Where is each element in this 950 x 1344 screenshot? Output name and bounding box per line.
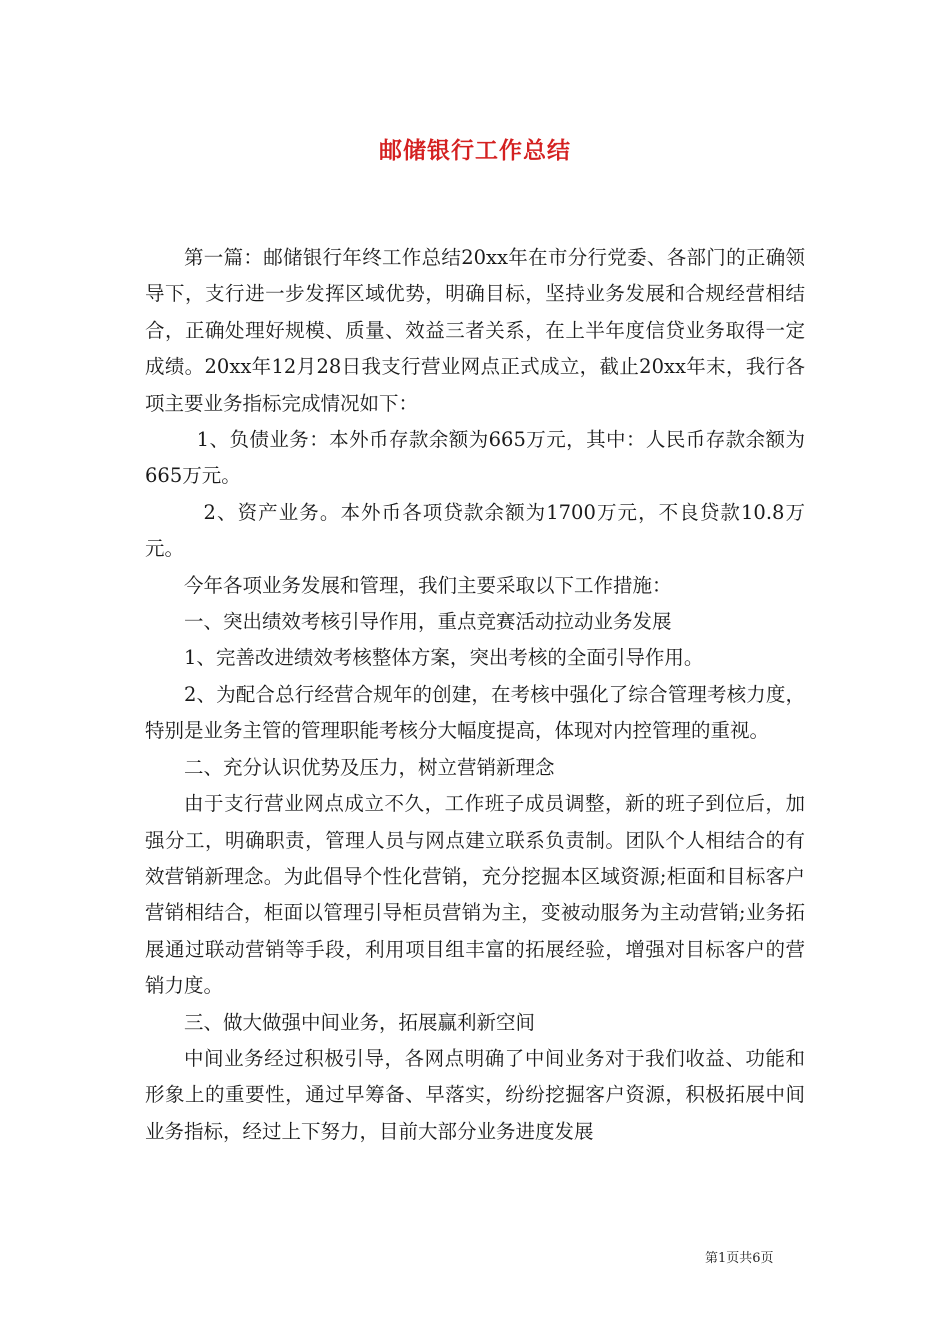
document-title: 邮储银行工作总结 — [379, 138, 571, 164]
paragraph-intro: 第一篇：邮储银行年终工作总结20xx年在市分行党委、各部门的正确领导下，支行进一步发挥区域优势，明确目标，坚持业务发展和合规经营相结合，正确处理好规模、质量、效益三者关系，在上半年度信贷业务取得一定成绩。20xx年12月28日我支行营业网点正式成立，截止20xx年末，我行各项主要业务指标完成情况如下： — [145, 246, 805, 415]
paragraph-liability: 1、负债业务：本外币存款余额为665万元，其中：人民币存款余额为665万元。 — [145, 428, 805, 488]
page-number: 第1页共6页 — [705, 1251, 774, 1266]
heading-section-1: 一、突出绩效考核引导作用，重点竞赛活动拉动业务发展 — [184, 610, 672, 634]
paragraph-item-1: 1、完善改进绩效考核整体方案，突出考核的全面引导作用。 — [184, 646, 704, 670]
heading-section-3: 三、做大做强中间业务，拓展赢利新空间 — [184, 1010, 536, 1034]
paragraph-marketing: 由于支行营业网点成立不久，工作班子成员调整，新的班子到位后，加强分工，明确职责，管理人员与网点建立联系负责制。团队个人相结合的有效营销新理念。为此倡导个性化营销，充分挖掘本区域资源;柜面和目标客户营销相结合，柜面以管理引导柜员营销为主，变被动服务为主动营销;业务拓展通过联动营销等手段，利用项目组丰富的拓展经验，增强对目标客户的营销力度。 — [145, 792, 805, 998]
document-body — [145, 240, 805, 1150]
paragraph-intermediate: 中间业务经过积极引导，各网点明确了中间业务对于我们收益、功能和形象上的重要性，通过早筹备、早落实，纷纷挖掘客户资源，积极拓展中间业务指标，经过上下努力，目前大部分业务进度发展 — [145, 1046, 805, 1143]
paragraph-assets: 2、资产业务。本外币各项贷款余额为1700万元，不良贷款10.8万元。 — [145, 500, 805, 561]
heading-section-2: 二、充分认识优势及压力，树立营销新理念 — [184, 755, 555, 779]
paragraph-measures-intro: 今年各项业务发展和管理，我们主要采取以下工作措施： — [184, 573, 672, 597]
paragraph-item-2: 2、为配合总行经营合规年的创建，在考核中强化了综合管理考核力度，特别是业务主管的管理职能考核分大幅度提高，体现对内控管理的重视。 — [145, 682, 805, 743]
